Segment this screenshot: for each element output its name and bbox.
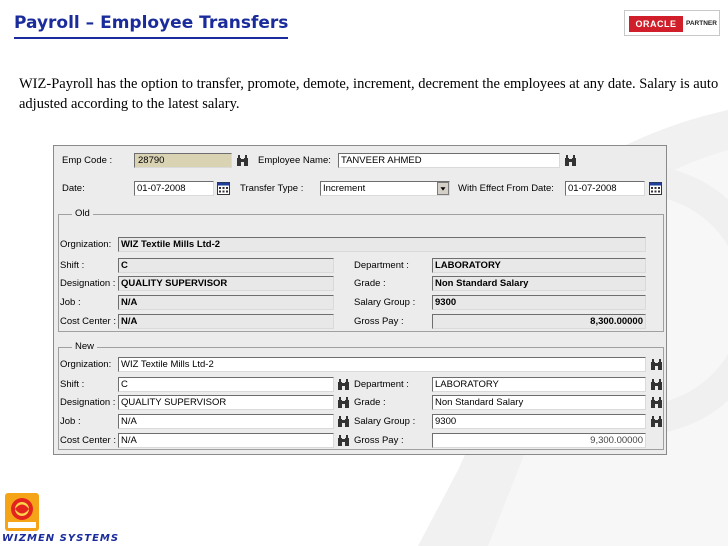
old-salary-group-label: Salary Group : [354,297,416,308]
wizmen-logo-icon [4,492,40,532]
new-job-label: Job : [60,416,81,427]
old-grade-field: Non Standard Salary [432,276,646,291]
emp-code-value: 28790 [138,155,165,166]
old-job-label: Job : [60,297,81,308]
new-grade-label: Grade : [354,397,386,408]
binoculars-icon[interactable] [337,434,350,447]
oracle-logo-text: ORACLE [629,16,683,32]
new-department-label: Department : [354,379,409,390]
old-cost-center-field: N/A [118,314,334,329]
binoculars-icon[interactable] [337,378,350,391]
old-shift-field: C [118,258,334,273]
slide-title: Payroll – Employee Transfers [14,13,288,39]
old-cost-center-label: Cost Center : [60,316,116,327]
new-grade-input[interactable]: Non Standard Salary [432,395,646,410]
effective-date-input[interactable]: 01-07-2008 [565,181,645,196]
new-legend: New [72,341,97,353]
date-input[interactable]: 01-07-2008 [134,181,214,196]
oracle-partner-logo [624,10,720,36]
slide-description: WIZ-Payroll has the option to transfer, promote, demote, increment, decrement the employees at any date. Salary is auto adjusted according to the latest salary. [19,76,719,112]
employee-name-input[interactable]: TANVEER AHMED [338,153,560,168]
new-department-input[interactable]: LABORATORY [432,377,646,392]
new-gross-pay-label: Gross Pay : [354,435,404,446]
new-job-input[interactable]: N/A [118,414,334,429]
old-salary-group-field: 9300 [432,295,646,310]
new-cost-center-input[interactable]: N/A [118,433,334,448]
old-department-label: Department : [354,260,409,271]
new-designation-input[interactable]: QUALITY SUPERVISOR [118,395,334,410]
new-cost-center-label: Cost Center : [60,435,116,446]
old-organization-label: Orgnization: [60,239,112,250]
emp-code-input[interactable] [134,153,232,168]
new-designation-label: Designation : [60,397,116,408]
old-shift-label: Shift : [60,260,85,271]
binoculars-icon[interactable] [650,415,663,428]
chevron-down-icon[interactable] [437,182,449,195]
new-organization-input[interactable]: WIZ Textile Mills Ltd-2 [118,357,646,372]
calendar-icon[interactable] [649,182,662,195]
old-job-field: N/A [118,295,334,310]
old-designation-label: Designation : [60,278,116,289]
transfer-type-select[interactable]: Increment [320,181,450,196]
emp-code-label: Emp Code : [62,155,113,166]
old-legend: Old [72,208,93,220]
binoculars-icon[interactable] [650,396,663,409]
new-salary-group-input[interactable]: 9300 [432,414,646,429]
old-designation-field: QUALITY SUPERVISOR [118,276,334,291]
new-organization-label: Orgnization: [60,359,112,370]
binoculars-icon[interactable] [650,378,663,391]
binoculars-icon[interactable] [564,154,577,167]
binoculars-icon[interactable] [337,396,350,409]
new-shift-input[interactable]: C [118,377,334,392]
new-salary-group-label: Salary Group : [354,416,416,427]
binoculars-icon[interactable] [236,154,249,167]
old-grade-label: Grade : [354,278,386,289]
new-shift-label: Shift : [60,379,85,390]
transfer-type-label: Transfer Type : [240,183,304,194]
binoculars-icon[interactable] [337,415,350,428]
old-gross-pay-field: 8,300.00000 [432,314,646,329]
old-department-field: LABORATORY [432,258,646,273]
transfer-form-window [53,145,667,455]
binoculars-icon[interactable] [650,358,663,371]
old-gross-pay-label: Gross Pay : [354,316,404,327]
calendar-icon[interactable] [217,182,230,195]
old-organization-field: WIZ Textile Mills Ltd-2 [118,237,646,252]
date-label: Date: [62,183,85,194]
employee-name-label: Employee Name: [258,155,331,166]
new-gross-pay-input[interactable]: 9,300.00000 [432,433,646,448]
brand-name: WIZMEN SYSTEMS [2,533,120,544]
effective-date-label: With Effect From Date: [458,183,554,194]
partner-text: PARTNER [686,20,717,27]
